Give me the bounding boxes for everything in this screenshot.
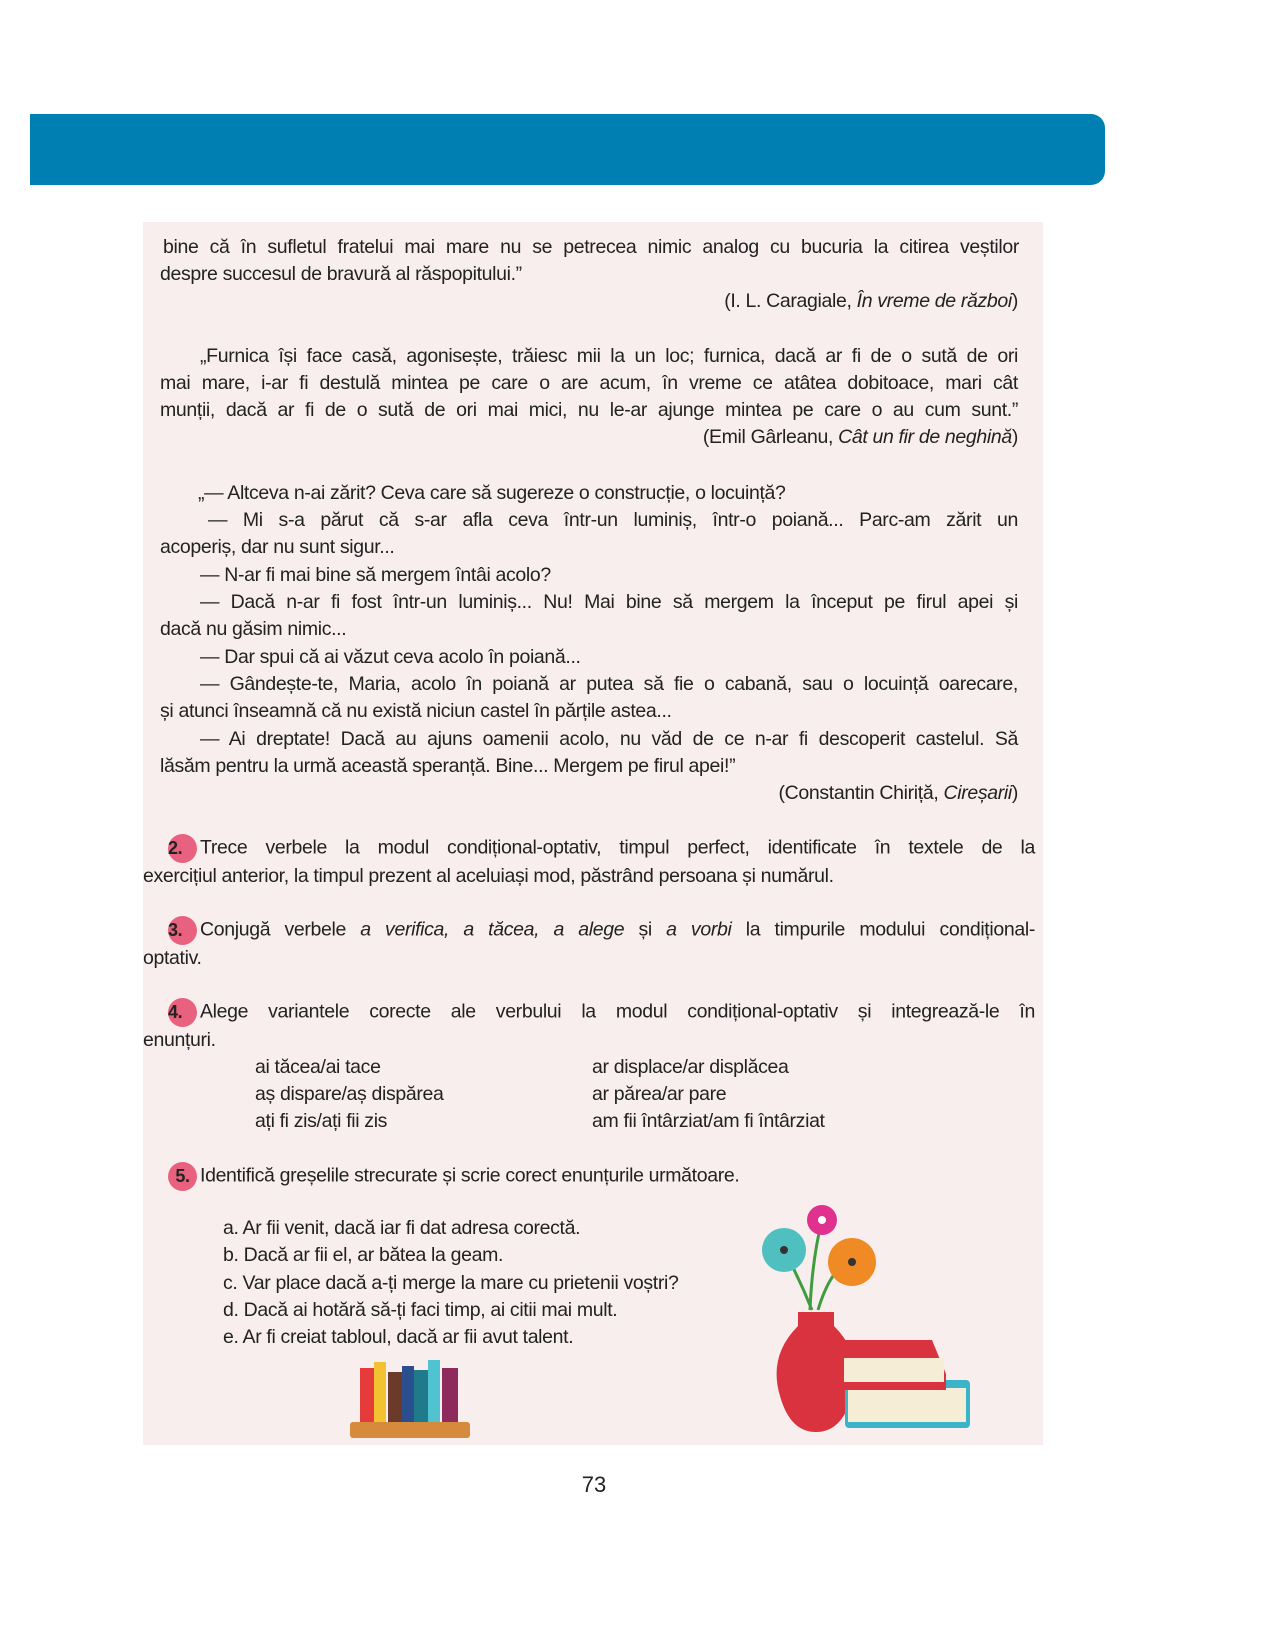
- bookshelf-illustration: [348, 1358, 472, 1440]
- option-left: ai tăcea/ai tace: [255, 1056, 381, 1078]
- exercise-number: 2.: [168, 834, 197, 863]
- chapter-header-bar: [30, 114, 1105, 185]
- option-right: ar părea/ar pare: [592, 1083, 727, 1105]
- exercise-4-line: enunțuri.: [143, 1029, 216, 1051]
- dialogue-line: — Dacă n-ar fi fost într-un luminiș... Nu! Mai bine să mergem la început pe firul apei și: [200, 591, 1018, 613]
- quote2-line: „Furnica își face casă, agonisește, trăiesc mii la un loc; furnica, dacă ar fi de o sută de ori: [200, 345, 1018, 367]
- dialogue-line: dacă nu găsim nimic...: [160, 618, 347, 640]
- dialogue-line: — Gândește-te, Maria, acolo în poiană ar putea să fie o cabană, sau o locuință oarecare,: [200, 673, 1018, 695]
- dialogue-line: și atunci înseamnă că nu există niciun castel în părțile astea...: [160, 700, 672, 722]
- exercise-5: 5. Identifică greșelile strecurate și scrie corect enunțurile următoare.: [168, 1162, 739, 1191]
- dialogue-line: — Mi s-a părut că s-ar afla ceva într-un luminiș, într-o poiană... Parc-am zărit un: [208, 509, 1018, 531]
- sentence-item: e. Ar fi creiat tabloul, dacă ar fii avut talent.: [223, 1326, 574, 1348]
- quote1-source: (I. L. Caragiale, În vreme de război): [724, 290, 1018, 312]
- sentence-item: c. Var place dacă a-ți merge la mare cu prietenii voștri?: [223, 1272, 679, 1294]
- exercise-3: 3. Conjugă verbele a verifica, a tăcea, a alege și a vorbi la timpurile modului condițional-: [168, 916, 1035, 945]
- quote1-line: bine că în sufletul fratelui mai mare nu se petrecea nimic analog cu bucuria la citirea veștilor: [163, 236, 1019, 258]
- sentence-item: a. Ar fii venit, dacă iar fi dat adresa corectă.: [223, 1217, 581, 1239]
- option-right: am fii întârziat/am fi întârziat: [592, 1110, 825, 1132]
- exercise-number: 5.: [168, 1162, 197, 1191]
- quote2-line: mai mare, i-ar fi destulă mintea pe care o are acum, în vreme ce atâtea dobitoace, mari cât: [160, 372, 1018, 394]
- quote3-source: (Constantin Chiriță, Cireșarii): [778, 782, 1018, 804]
- option-left: ați fi zis/ați fii zis: [255, 1110, 388, 1132]
- quote2-source: (Emil Gârleanu, Cât un fir de neghină): [702, 426, 1018, 448]
- quote2-line: munții, dacă ar fi de o sută de ori mai mici, nu le-ar ajunge mintea pe care o au cum sunt.”: [160, 399, 1018, 421]
- dialogue-line: lăsăm pentru la urmă această speranță. Bine... Mergem pe firul apei!”: [160, 755, 736, 777]
- page-number: 73: [581, 1472, 607, 1497]
- dialogue-line: — Dar spui că ai văzut ceva acolo în poiană...: [200, 646, 581, 668]
- dialogue-line: — N-ar fi mai bine să mergem întâi acolo?: [200, 564, 551, 586]
- option-left: aș dispare/aș dispărea: [255, 1083, 444, 1105]
- dialogue-line: acoperiș, dar nu sunt sigur...: [160, 536, 395, 558]
- option-right: ar displace/ar displăcea: [592, 1056, 789, 1078]
- sentence-item: d. Dacă ai hotără să-ți faci timp, ai citii mai mult.: [223, 1299, 618, 1321]
- exercise-number: 3.: [168, 916, 197, 945]
- exercise-2-line: exercițiul anterior, la timpul prezent al aceluiași mod, păstrând persoana și numărul.: [143, 865, 834, 887]
- dialogue-line: — Ai dreptate! Dacă au ajuns oamenii acolo, nu văd de ce n-ar fi descoperit castelul. Să: [200, 728, 1018, 750]
- exercise-3-line: optativ.: [143, 947, 202, 969]
- dialogue-line: „— Altceva n-ai zărit? Ceva care să sugereze o construcție, o locuință?: [198, 482, 786, 504]
- exercise-number: 4.: [168, 998, 197, 1027]
- sentence-item: b. Dacă ar fii el, ar bătea la geam.: [223, 1244, 504, 1266]
- exercise-4: 4. Alege variantele corecte ale verbului la modul condițional-optativ și integrează-le în: [168, 998, 1035, 1027]
- exercise-2: 2. Trece verbele la modul condițional-optativ, timpul perfect, identificate în textele de la: [168, 834, 1035, 863]
- flowers-and-books-illustration: [750, 1200, 980, 1440]
- quote1-line: despre succesul de bravură al răspopitului.”: [160, 263, 522, 285]
